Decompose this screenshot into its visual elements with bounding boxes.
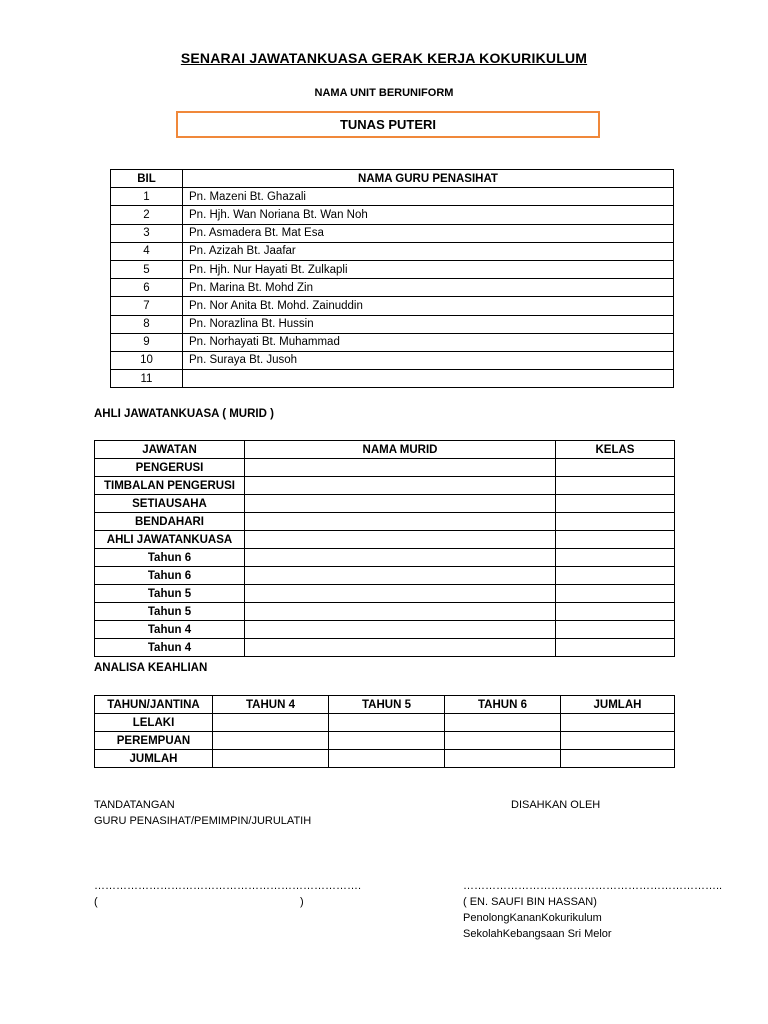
table-row <box>111 279 674 297</box>
table-row <box>95 495 675 513</box>
bil-cell: 4 <box>111 242 183 260</box>
nama-guru-cell: Pn. Marina Bt. Mohd Zin <box>183 279 674 297</box>
table-row <box>111 297 674 315</box>
count-cell <box>445 714 561 732</box>
bil-cell: 9 <box>111 333 183 351</box>
document-title: SENARAI JAWATANKUASA GERAK KERJA KOKURIKULUM <box>180 50 588 66</box>
nama-guru-cell: Pn. Hjh. Nur Hayati Bt. Zulkapli <box>183 260 674 278</box>
signature-right-block <box>463 878 722 942</box>
nama-murid-cell <box>245 639 556 657</box>
kelas-cell <box>556 621 675 639</box>
count-cell <box>445 750 561 768</box>
table-row <box>95 513 675 531</box>
nama-murid-cell <box>245 585 556 603</box>
table-row <box>95 459 675 477</box>
header-bil: BIL <box>111 170 183 188</box>
bil-cell: 6 <box>111 279 183 297</box>
jawatan-cell: TIMBALAN PENGERUSI <box>95 477 245 495</box>
jawatan-cell: SETIAUSAHA <box>95 495 245 513</box>
header-kelas: KELAS <box>556 441 675 459</box>
signature-left-label <box>94 797 311 829</box>
guru-penasihat-table <box>110 169 674 388</box>
bil-cell: 5 <box>111 260 183 278</box>
nama-guru-cell: Pn. Nor Anita Bt. Mohd. Zainuddin <box>183 297 674 315</box>
table-row <box>111 370 674 388</box>
kelas-cell <box>556 531 675 549</box>
murid-heading: AHLI JAWATANKUASA ( MURID ) <box>94 408 274 420</box>
kelas-cell <box>556 567 675 585</box>
count-cell <box>213 714 329 732</box>
nama-murid-cell <box>245 531 556 549</box>
analisa-heading: ANALISA KEAHLIAN <box>94 662 208 674</box>
jawatan-cell: Tahun 4 <box>95 639 245 657</box>
table-row <box>95 603 675 621</box>
table-row <box>95 732 675 750</box>
bil-cell: 1 <box>111 188 183 206</box>
name-bracket <box>94 894 314 910</box>
table-row <box>95 549 675 567</box>
table-row <box>111 188 674 206</box>
count-cell <box>213 750 329 768</box>
nama-guru-cell: Pn. Hjh. Wan Noriana Bt. Wan Noh <box>183 206 674 224</box>
count-cell <box>561 732 675 750</box>
bil-cell: 8 <box>111 315 183 333</box>
jawatan-cell: Tahun 6 <box>95 549 245 567</box>
header-tahun-jantina: TAHUN/JANTINA <box>95 696 213 714</box>
bil-cell: 10 <box>111 351 183 369</box>
header-tahun-4: TAHUN 4 <box>213 696 329 714</box>
count-cell <box>561 714 675 732</box>
table-row <box>111 351 674 369</box>
signature-left-block <box>94 878 361 910</box>
nama-guru-cell <box>183 370 674 388</box>
table-row <box>111 206 674 224</box>
signature-line-left: ………………………………………………………………. <box>94 880 362 892</box>
bil-cell: 2 <box>111 206 183 224</box>
nama-guru-cell: Pn. Mazeni Bt. Ghazali <box>183 188 674 206</box>
nama-murid-cell <box>245 567 556 585</box>
jawatan-cell: PENGERUSI <box>95 459 245 477</box>
table-row <box>95 639 675 657</box>
jantina-cell: PEREMPUAN <box>95 732 213 750</box>
nama-murid-cell <box>245 477 556 495</box>
jantina-cell: JUMLAH <box>95 750 213 768</box>
table-header-row <box>95 696 675 714</box>
header-jumlah: JUMLAH <box>561 696 675 714</box>
jawatan-cell: BENDAHARI <box>95 513 245 531</box>
approver-title: PenolongKananKokurikulum <box>463 912 602 924</box>
jawatan-cell: Tahun 5 <box>95 603 245 621</box>
kelas-cell <box>556 603 675 621</box>
count-cell <box>329 732 445 750</box>
table-row <box>111 315 674 333</box>
kelas-cell <box>556 549 675 567</box>
table-row <box>111 224 674 242</box>
header-nama-murid: NAMA MURID <box>245 441 556 459</box>
table-header-row <box>111 170 674 188</box>
document-subtitle: NAMA UNIT BERUNIFORM <box>314 87 454 99</box>
approver-school: SekolahKebangsaan Sri Melor <box>463 928 612 940</box>
table-row <box>111 260 674 278</box>
unit-name-box <box>176 111 600 138</box>
signature-label: TANDATANGAN <box>94 799 175 811</box>
table-row <box>95 714 675 732</box>
count-cell <box>213 732 329 750</box>
bracket-close: ) <box>300 896 304 908</box>
table-header-row <box>95 441 675 459</box>
nama-murid-cell <box>245 495 556 513</box>
header-tahun-5: TAHUN 5 <box>329 696 445 714</box>
signer-role: GURU PENASIHAT/PEMIMPIN/JURULATIH <box>94 815 312 827</box>
bil-cell: 7 <box>111 297 183 315</box>
jawatan-cell: Tahun 5 <box>95 585 245 603</box>
header-nama-guru: NAMA GURU PENASIHAT <box>183 170 674 188</box>
kelas-cell <box>556 495 675 513</box>
table-row <box>95 621 675 639</box>
nama-guru-cell: Pn. Azizah Bt. Jaafar <box>183 242 674 260</box>
kelas-cell <box>556 477 675 495</box>
table-row <box>95 531 675 549</box>
jawatan-cell: AHLI JAWATANKUASA <box>95 531 245 549</box>
count-cell <box>329 714 445 732</box>
nama-guru-cell: Pn. Norazlina Bt. Hussin <box>183 315 674 333</box>
nama-murid-cell <box>245 513 556 531</box>
bil-cell: 3 <box>111 224 183 242</box>
table-row <box>111 242 674 260</box>
nama-guru-cell: Pn. Suraya Bt. Jusoh <box>183 351 674 369</box>
header-tahun-6: TAHUN 6 <box>445 696 561 714</box>
count-cell <box>329 750 445 768</box>
signature-line-right: …………………………………………………………….. <box>463 880 723 892</box>
nama-murid-cell <box>245 549 556 567</box>
table-row <box>95 477 675 495</box>
table-row <box>111 333 674 351</box>
kelas-cell <box>556 585 675 603</box>
header-jawatan: JAWATAN <box>95 441 245 459</box>
kelas-cell <box>556 513 675 531</box>
nama-murid-cell <box>245 459 556 477</box>
analisa-keahlian-table <box>94 695 675 768</box>
nama-murid-cell <box>245 603 556 621</box>
count-cell <box>445 732 561 750</box>
table-row <box>95 750 675 768</box>
jawatan-cell: Tahun 4 <box>95 621 245 639</box>
table-row <box>95 585 675 603</box>
table-row <box>95 567 675 585</box>
jantina-cell: LELAKI <box>95 714 213 732</box>
count-cell <box>561 750 675 768</box>
kelas-cell <box>556 639 675 657</box>
ahli-jawatankuasa-table <box>94 440 675 657</box>
approval-label: DISAHKAN OLEH <box>511 799 601 811</box>
jawatan-cell: Tahun 6 <box>95 567 245 585</box>
approver-name: ( EN. SAUFI BIN HASSAN) <box>463 896 597 908</box>
nama-guru-cell: Pn. Asmadera Bt. Mat Esa <box>183 224 674 242</box>
kelas-cell <box>556 459 675 477</box>
nama-guru-cell: Pn. Norhayati Bt. Muhammad <box>183 333 674 351</box>
bil-cell: 11 <box>111 370 183 388</box>
unit-name: TUNAS PUTERI <box>339 117 437 132</box>
bracket-open: ( <box>94 896 98 908</box>
nama-murid-cell <box>245 621 556 639</box>
